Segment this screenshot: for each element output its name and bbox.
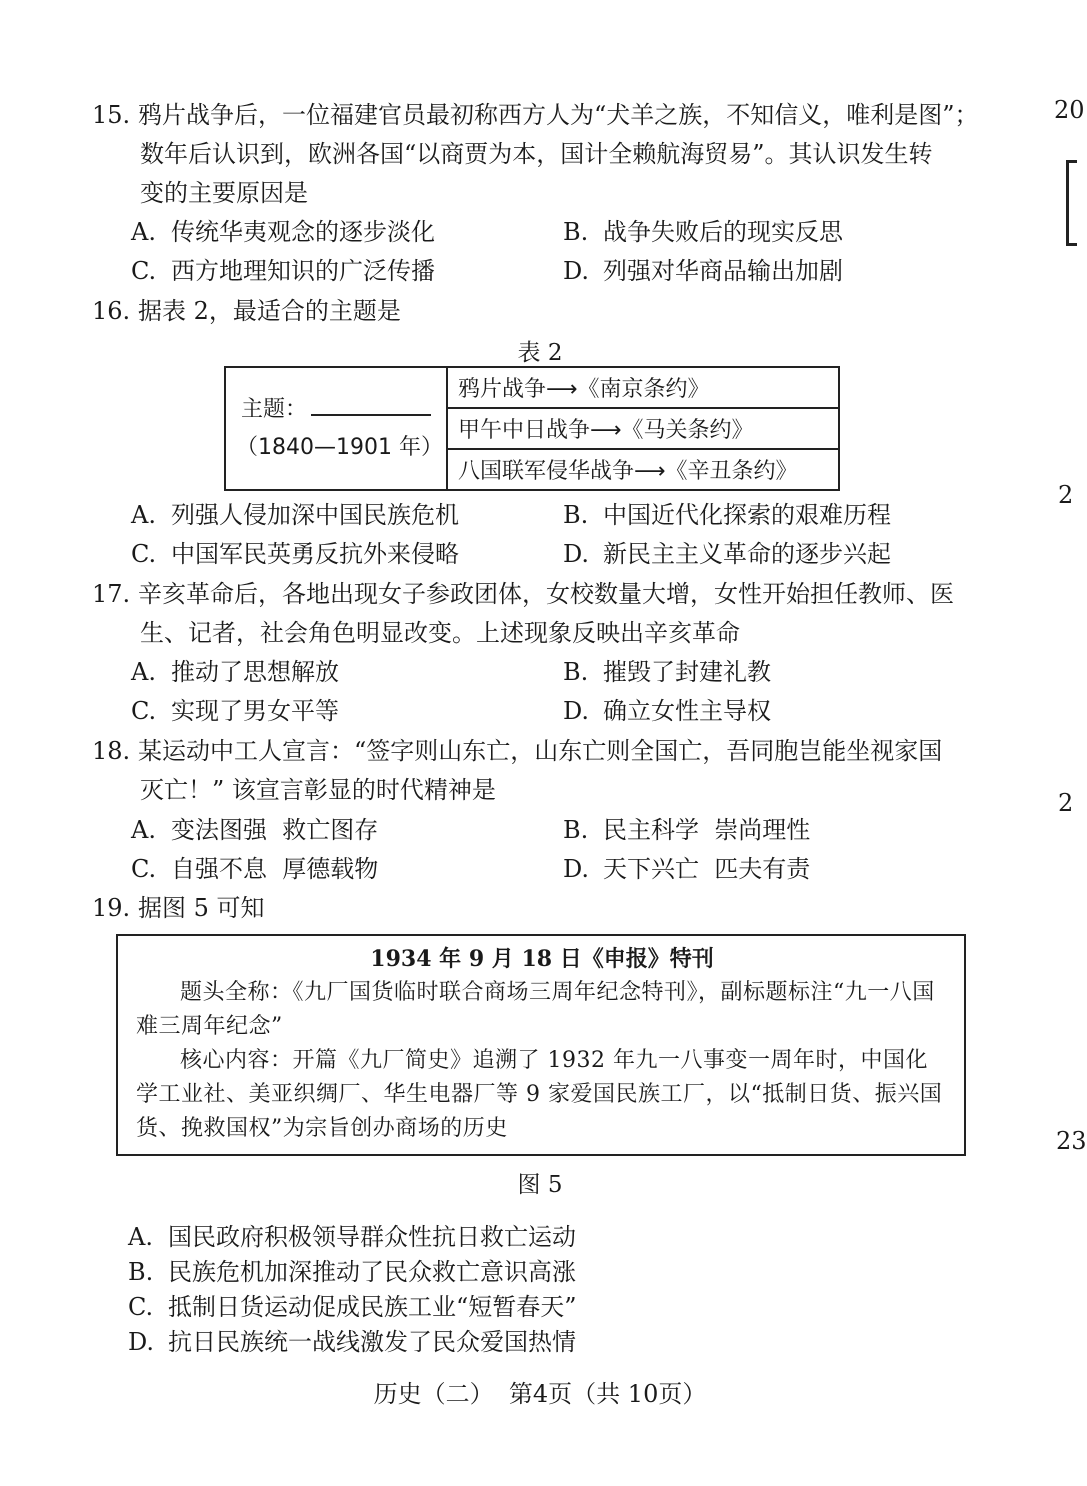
option-letter: D. bbox=[563, 540, 590, 568]
option-text: 中国军民英勇反抗外来侵略 bbox=[171, 540, 459, 568]
margin-number: 2 bbox=[1058, 789, 1074, 817]
margin-number: 20 bbox=[1054, 96, 1085, 124]
q18-option-b[interactable] bbox=[563, 811, 810, 850]
option-letter: D. bbox=[563, 697, 590, 725]
answer-blank bbox=[311, 394, 431, 416]
q18-option-d[interactable] bbox=[563, 850, 810, 889]
option-text: 战争失败后的现实反思 bbox=[603, 218, 843, 246]
option-text: 抵制日货运动促成民族工业“短暂春天” bbox=[168, 1293, 577, 1321]
option-text: 天下兴亡 匹夫有责 bbox=[603, 855, 811, 883]
q18-stem-line2: 灭亡！” 该宣言彰显的时代精神是 bbox=[140, 776, 496, 804]
q15-number: 15. bbox=[92, 101, 131, 129]
q15-option-b[interactable] bbox=[563, 213, 843, 252]
table-caption: 表 2 bbox=[517, 340, 563, 366]
option-text: 西方地理知识的广泛传播 bbox=[171, 257, 435, 285]
q16-option-a[interactable] bbox=[131, 496, 459, 535]
option-letter: B. bbox=[563, 218, 589, 246]
margin-number: 2 bbox=[1058, 481, 1074, 509]
q19-option-c[interactable] bbox=[128, 1288, 577, 1327]
q17-number: 17. bbox=[92, 580, 131, 608]
option-text: 变法图强 救亡图存 bbox=[171, 816, 379, 844]
q16-option-c[interactable] bbox=[131, 535, 459, 574]
q15-stem-line3: 变的主要原因是 bbox=[140, 179, 308, 207]
option-text: 确立女性主导权 bbox=[603, 697, 771, 725]
q16-stem bbox=[92, 292, 401, 331]
q15-option-c[interactable] bbox=[131, 252, 435, 291]
q15-option-d[interactable] bbox=[563, 252, 843, 291]
option-text: 列强对华商品输出加剧 bbox=[603, 257, 843, 285]
option-text: 国民政府积极领导群众性抗日救亡运动 bbox=[168, 1223, 576, 1251]
option-letter: D. bbox=[563, 855, 590, 883]
option-letter: C. bbox=[131, 855, 157, 883]
table-row: 鸦片战争⟶《南京条约》 bbox=[447, 367, 839, 408]
option-text: 民主科学 崇尚理性 bbox=[603, 816, 811, 844]
q15-stem-line1 bbox=[92, 96, 979, 135]
option-letter: C. bbox=[128, 1293, 154, 1321]
option-letter: A. bbox=[131, 218, 156, 246]
q18-text-line1: 某运动中工人宣言：“签字则山东亡，山东亡则全国亡，吾同胞岂能坐视家国 bbox=[138, 737, 943, 765]
option-letter: C. bbox=[131, 540, 157, 568]
q19-number: 19. bbox=[92, 894, 131, 922]
option-text: 摧毁了封建礼教 bbox=[603, 658, 771, 686]
q17-option-b[interactable] bbox=[563, 653, 771, 692]
theme-label: 主题： bbox=[240, 396, 307, 422]
q19-text: 据图 5 可知 bbox=[138, 894, 265, 922]
q19-option-d[interactable] bbox=[128, 1323, 576, 1362]
figure-5-box bbox=[116, 934, 966, 1156]
q15-option-a[interactable] bbox=[131, 213, 435, 252]
option-text: 推动了思想解放 bbox=[171, 658, 339, 686]
q17-option-a[interactable] bbox=[131, 653, 339, 692]
option-letter: B. bbox=[563, 501, 589, 529]
table-row: 甲午中日战争⟶《马关条约》 bbox=[447, 408, 839, 449]
option-letter: A. bbox=[128, 1223, 153, 1251]
q17-option-d[interactable] bbox=[563, 692, 771, 731]
option-text: 列强人侵加深中国民族危机 bbox=[171, 501, 459, 529]
option-text: 中国近代化探索的艰难历程 bbox=[603, 501, 891, 529]
q19-option-a[interactable] bbox=[128, 1218, 576, 1257]
option-letter: C. bbox=[131, 697, 157, 725]
table-2 bbox=[224, 366, 840, 491]
margin-bracket bbox=[1066, 160, 1077, 246]
q16-option-b[interactable] bbox=[563, 496, 891, 535]
option-text: 抗日民族统一战线激发了民众爱国热情 bbox=[168, 1328, 576, 1356]
q19-option-b[interactable] bbox=[128, 1253, 576, 1292]
figure-paragraph-1: 题头全称：《九厂国货临时联合商场三周年纪念特刊》，副标题标注“九一八国难三周年纪念” bbox=[136, 980, 935, 1039]
margin-number: 23 bbox=[1056, 1127, 1087, 1155]
q15-text-line1: 鸦片战争后，一位福建官员最初称西方人为“犬羊之族，不知信义，唯利是图”； bbox=[138, 101, 979, 129]
theme-years: （1840—1901 年） bbox=[236, 434, 443, 460]
option-letter: A. bbox=[131, 501, 156, 529]
option-letter: D. bbox=[563, 257, 590, 285]
page-footer: 历史（二） 第4页（共 10页） bbox=[373, 1380, 707, 1408]
q18-number: 18. bbox=[92, 737, 131, 765]
q18-stem-line1 bbox=[92, 732, 942, 771]
q18-option-c[interactable] bbox=[131, 850, 378, 889]
option-letter: B. bbox=[563, 816, 589, 844]
figure-paragraph-2: 核心内容：开篇《九厂简史》追溯了 1932 年九一八事变一周年时，中国化学工业社、美亚织绸厂、华生电器厂等 9 家爱国民族工厂，以“抵制日货、振兴国货、挽救国权”为宗旨创办商场的历史 bbox=[136, 1048, 943, 1141]
option-text: 传统华夷观念的逐步淡化 bbox=[171, 218, 435, 246]
q15-stem-line2: 数年后认识到，欧洲各国“以商贾为本，国计全赖航海贸易”。其认识发生转 bbox=[140, 140, 933, 168]
option-text: 民族危机加深推动了民众救亡意识高涨 bbox=[168, 1258, 576, 1286]
option-letter: C. bbox=[131, 257, 157, 285]
option-letter: B. bbox=[128, 1258, 154, 1286]
q17-text-line1: 辛亥革命后，各地出现女子参政团体，女校数量大增，女性开始担任教师、医 bbox=[138, 580, 954, 608]
q19-stem bbox=[92, 889, 265, 928]
q17-option-c[interactable] bbox=[131, 692, 339, 731]
option-letter: D. bbox=[128, 1328, 155, 1356]
option-text: 自强不息 厚德载物 bbox=[171, 855, 379, 883]
q16-text: 据表 2，最适合的主题是 bbox=[138, 297, 401, 325]
q17-stem-line1 bbox=[92, 575, 954, 614]
figure-title: 1934 年 9 月 18 日《申报》特刊 bbox=[370, 946, 714, 972]
q16-number: 16. bbox=[92, 297, 131, 325]
figure-caption: 图 5 bbox=[517, 1172, 563, 1198]
q18-option-a[interactable] bbox=[131, 811, 378, 850]
option-text: 新民主主义革命的逐步兴起 bbox=[603, 540, 891, 568]
table-theme-cell bbox=[225, 367, 447, 490]
option-text: 实现了男女平等 bbox=[171, 697, 339, 725]
option-letter: B. bbox=[563, 658, 589, 686]
q17-stem-line2: 生、记者，社会角色明显改变。上述现象反映出辛亥革命 bbox=[140, 619, 740, 647]
option-letter: A. bbox=[131, 658, 156, 686]
table-row: 八国联军侵华战争⟶《辛丑条约》 bbox=[447, 449, 839, 490]
q16-option-d[interactable] bbox=[563, 535, 891, 574]
option-letter: A. bbox=[131, 816, 156, 844]
